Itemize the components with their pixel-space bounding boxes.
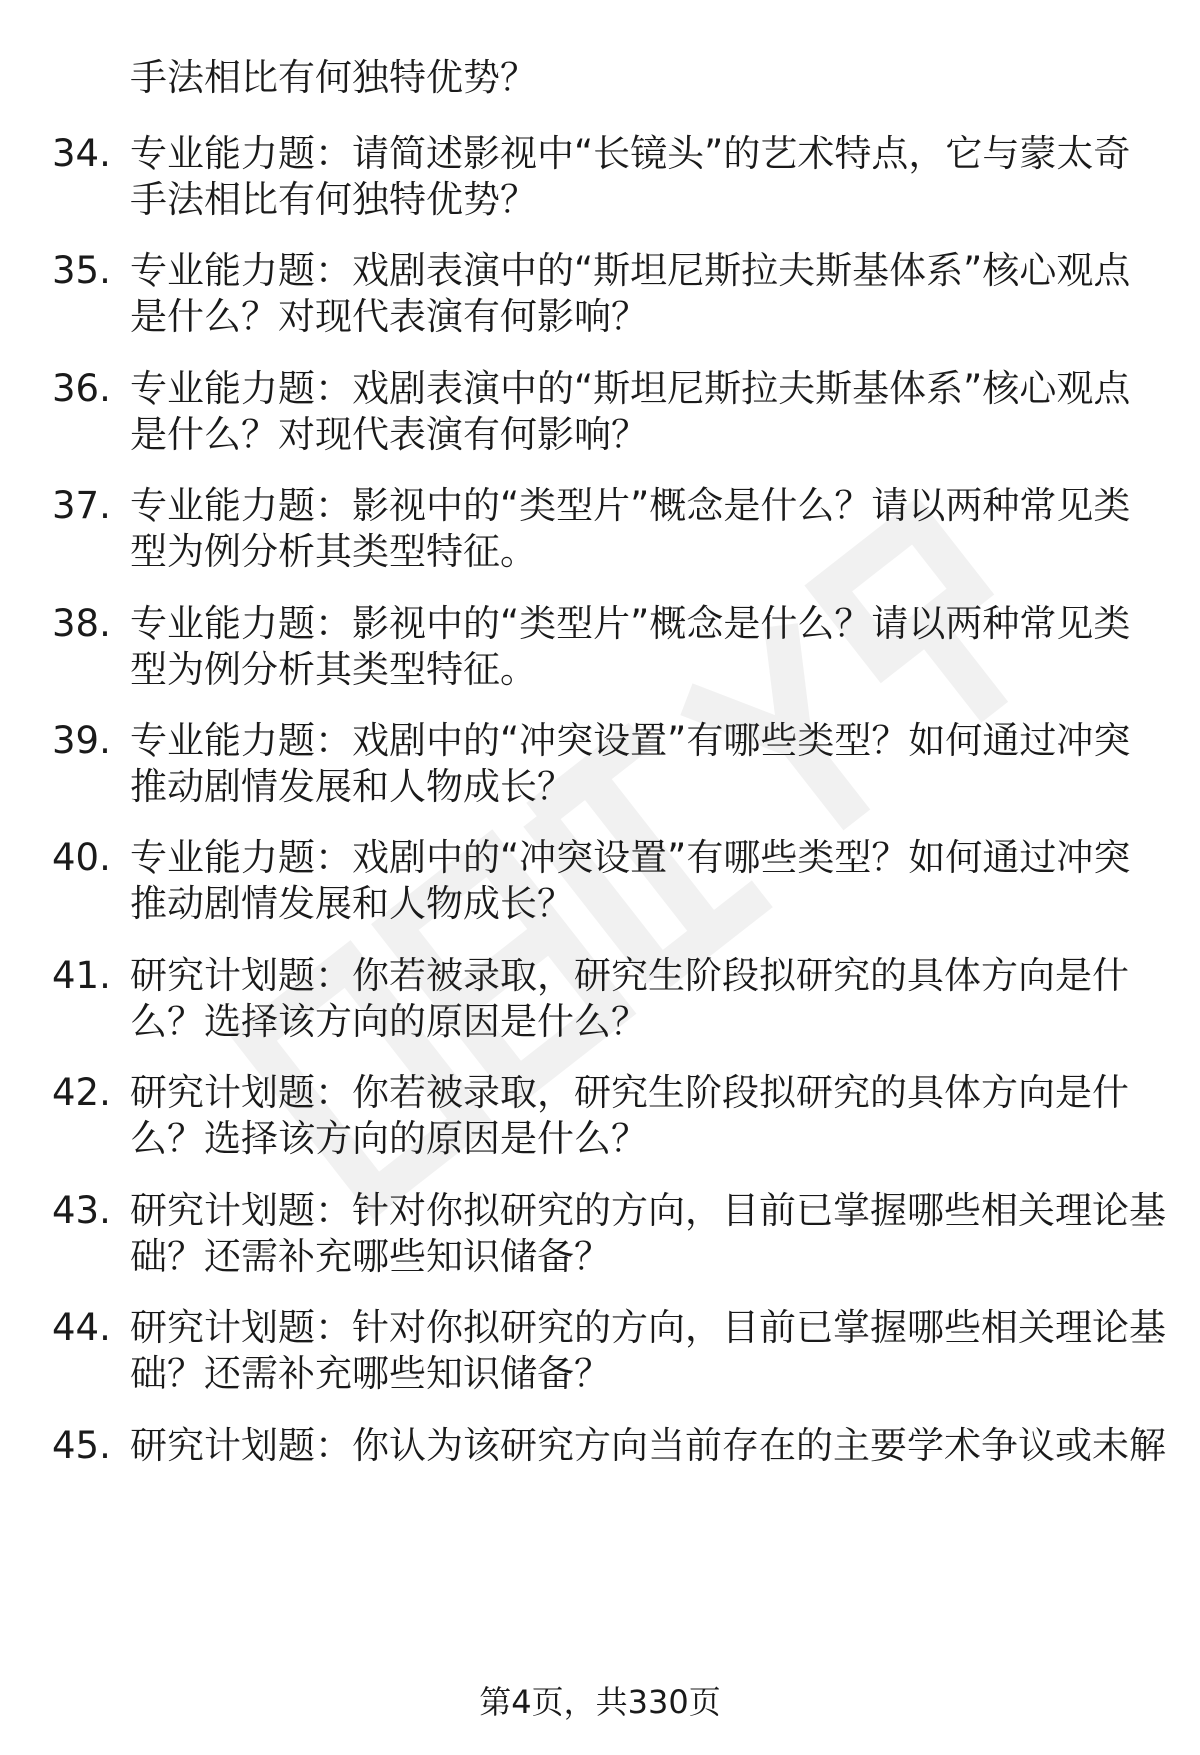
question-text-line2: 推动剧情发展和人物成长？ (130, 882, 574, 925)
question-number: 36. (52, 367, 111, 410)
question-text-line1: 研究计划题：针对你拟研究的方向，目前已掌握哪些相关理论基 (130, 1189, 1166, 1232)
page-footer: 第4页，共330页 (479, 1683, 721, 1721)
question-number: 37. (52, 484, 111, 527)
question-text-line1: 专业能力题：影视中的“类型片”概念是什么？请以两种常见类 (130, 484, 1131, 527)
question-number: 41. (52, 954, 111, 997)
question-text-line2: 推动剧情发展和人物成长？ (130, 765, 574, 808)
question-text-line2: 是什么？对现代表演有何影响？ (130, 295, 648, 338)
question-text-line1: 专业能力题：戏剧表演中的“斯坦尼斯拉夫斯基体系”核心观点 (130, 249, 1131, 292)
question-number: 45. (52, 1424, 111, 1467)
question-text-line1: 专业能力题：影视中的“类型片”概念是什么？请以两种常见类 (130, 602, 1131, 645)
question-number: 35. (52, 249, 111, 292)
question-number: 38. (52, 602, 111, 645)
question-number: 34. (52, 132, 111, 175)
question-text-line1: 专业能力题：请简述影视中“长镜头”的艺术特点，它与蒙太奇 (130, 132, 1131, 175)
question-text-line1: 研究计划题：你若被录取，研究生阶段拟研究的具体方向是什 (130, 954, 1129, 997)
question-text-line2: 手法相比有何独特优势？ (130, 178, 537, 221)
question-number: 42. (52, 1071, 111, 1114)
question-text-line1: 研究计划题：针对你拟研究的方向，目前已掌握哪些相关理论基 (130, 1306, 1166, 1349)
question-text-line1: 专业能力题：戏剧中的“冲突设置”有哪些类型？如何通过冲突 (130, 719, 1131, 762)
question-text-line2: 是什么？对现代表演有何影响？ (130, 413, 648, 456)
question-text-line1: 专业能力题：戏剧中的“冲突设置”有哪些类型？如何通过冲突 (130, 836, 1131, 879)
question-text-line2: 型为例分析其类型特征。 (130, 530, 537, 573)
question-text-line1: 专业能力题：戏剧表演中的“斯坦尼斯拉夫斯基体系”核心观点 (130, 367, 1131, 410)
question-text-line1: 研究计划题：你认为该研究方向当前存在的主要学术争议或未解 (130, 1424, 1166, 1467)
question-number: 43. (52, 1189, 111, 1232)
question-text-line2: 么？选择该方向的原因是什么？ (130, 1000, 648, 1043)
question-text-line1: 研究计划题：你若被录取，研究生阶段拟研究的具体方向是什 (130, 1071, 1129, 1114)
question-text-line2: 么？选择该方向的原因是什么？ (130, 1117, 648, 1160)
question-number: 44. (52, 1306, 111, 1349)
continuation-line: 手法相比有何独特优势？ (130, 56, 537, 99)
question-number: 39. (52, 719, 111, 762)
question-number: 40. (52, 836, 111, 879)
question-text-line2: 础？还需补充哪些知识储备？ (130, 1235, 611, 1278)
question-text-line2: 础？还需补充哪些知识储备？ (130, 1352, 611, 1395)
question-text-line2: 型为例分析其类型特征。 (130, 648, 537, 691)
